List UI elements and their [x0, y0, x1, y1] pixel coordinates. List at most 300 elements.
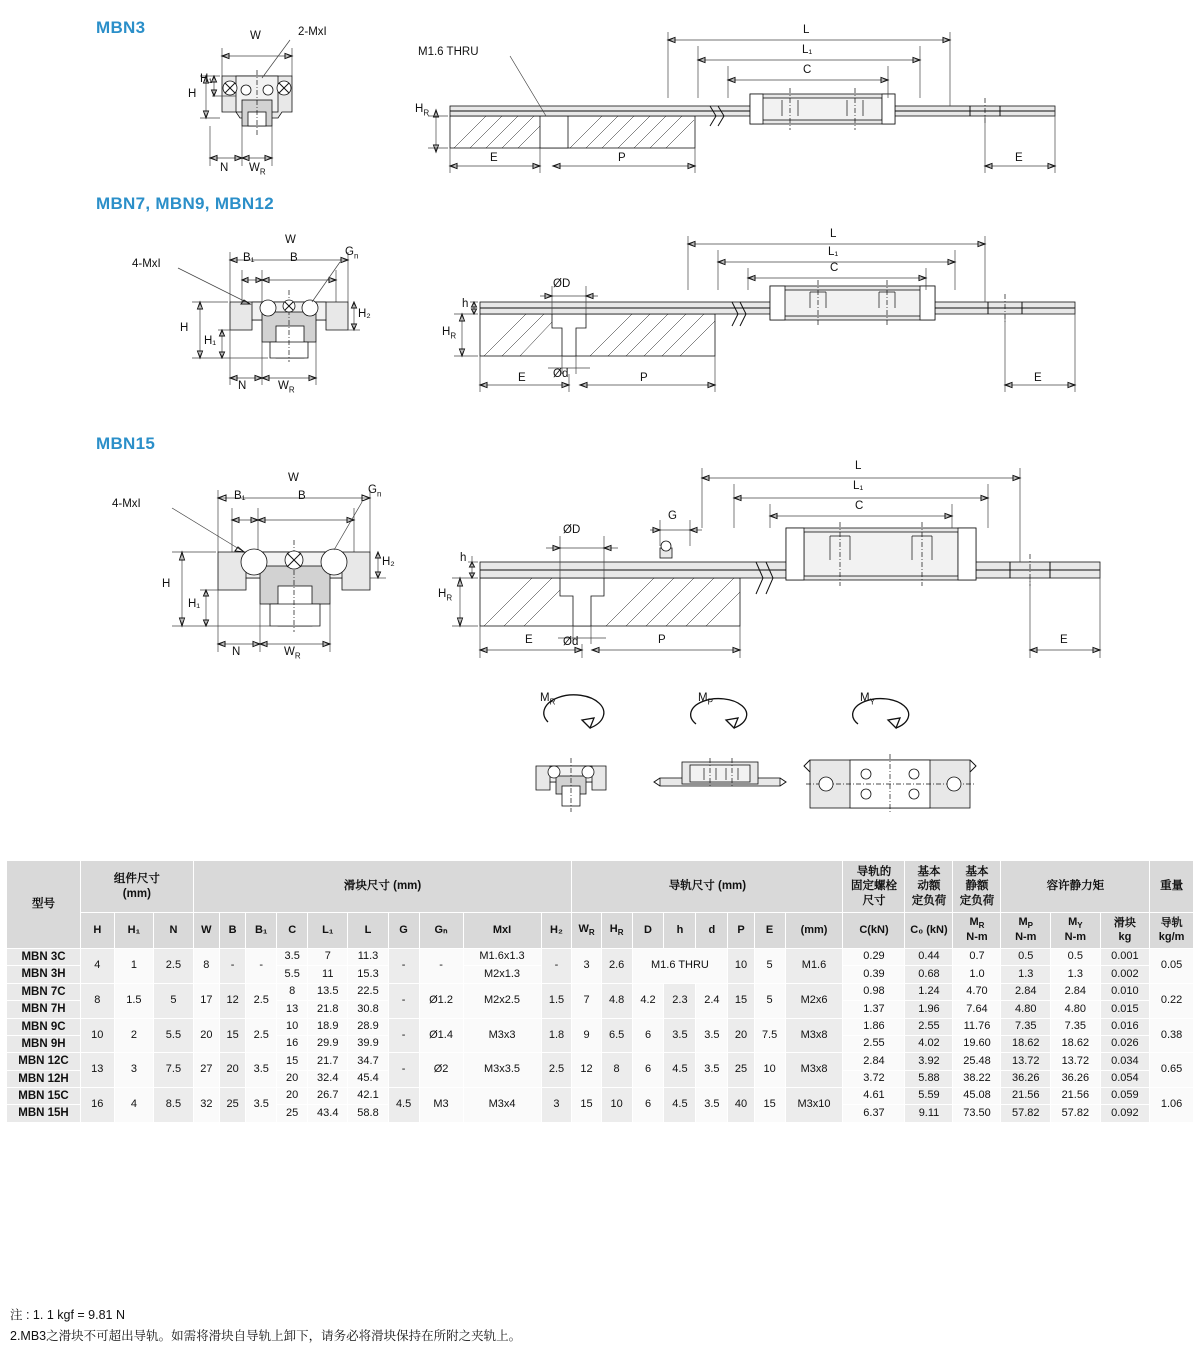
label-C-mbn7: C — [830, 262, 839, 274]
th-L: L — [348, 913, 388, 949]
cell-MP: 0.5 — [1001, 949, 1051, 966]
cell-d: 3.5 — [696, 1088, 728, 1123]
cell-MR: 0.7 — [953, 949, 1001, 966]
cell-C: 20 — [277, 1070, 308, 1087]
th-MxI: MxI — [463, 913, 541, 949]
th-h: h — [664, 913, 696, 949]
cell-C0-kn: 0.44 — [905, 949, 953, 966]
cell-MxI: M1.6x1.3 — [463, 949, 541, 966]
cell-C0-kn: 5.59 — [905, 1088, 953, 1105]
cell-rail-weight: 0.05 — [1150, 949, 1194, 984]
cell-MR: 4.70 — [953, 983, 1001, 1000]
label-Gn-mbn7: $G_n$ — [345, 246, 359, 261]
cell-H: 16 — [81, 1088, 115, 1123]
cell-d: 2.4 — [696, 983, 728, 1018]
cell-G: - — [388, 1018, 419, 1053]
label-H-mbn7: H — [180, 322, 189, 334]
th-model: 型号 — [7, 861, 81, 949]
cell-C-kn: 2.84 — [843, 1053, 905, 1070]
cell-model: MBN 3H — [7, 966, 81, 983]
cell-bolt: M3x10 — [785, 1088, 843, 1123]
cell-G: - — [388, 1053, 419, 1088]
th-static-load: 基本 静额 定负荷 — [953, 861, 1001, 913]
th-H1: H₁ — [114, 913, 154, 949]
label-MR: $M_R$ — [540, 692, 556, 707]
cell-block-weight: 0.010 — [1100, 983, 1150, 1000]
section-title-mbn3: MBN3 — [96, 18, 146, 37]
cell-MY: 1.3 — [1051, 966, 1101, 983]
cell-block-weight: 0.016 — [1100, 1018, 1150, 1035]
cell-D: M1.6 THRU — [632, 949, 728, 984]
cell-HR: 10 — [601, 1088, 632, 1123]
cell-C: 20 — [277, 1088, 308, 1105]
cell-C: 15 — [277, 1053, 308, 1070]
cell-P: 25 — [728, 1053, 754, 1088]
label-WR-mbn15: $W_R$ — [284, 646, 301, 661]
cell-W: 32 — [193, 1088, 219, 1123]
cell-Gn: - — [419, 949, 463, 984]
th-rail-weight: 导轨 kg/m — [1150, 913, 1194, 949]
cell-MY: 21.56 — [1051, 1088, 1101, 1105]
cell-MY: 7.35 — [1051, 1018, 1101, 1035]
cell-MxI: M3x3 — [463, 1018, 541, 1053]
cell-B1: 2.5 — [246, 983, 277, 1018]
th-L1: L₁ — [308, 913, 348, 949]
th-HR: $H_R$ — [601, 913, 632, 949]
cell-MP: 13.72 — [1001, 1053, 1051, 1070]
th-P: P — [728, 913, 754, 949]
th-block-weight: 滑块 kg — [1100, 913, 1150, 949]
cell-rail-weight: 0.22 — [1150, 983, 1194, 1018]
cell-W: 27 — [193, 1053, 219, 1088]
cell-B1: 2.5 — [246, 1018, 277, 1053]
cell-C: 5.5 — [277, 966, 308, 983]
cell-MP: 36.26 — [1001, 1070, 1051, 1087]
cell-L1: 11 — [308, 966, 348, 983]
label-D-mbn15: ØD — [563, 524, 581, 536]
cell-L1: 21.8 — [308, 1001, 348, 1018]
label-MY: $M_Y$ — [860, 692, 875, 707]
cell-MxI: M2x1.3 — [463, 966, 541, 983]
cell-E: 5 — [754, 983, 785, 1018]
mbn15-side-view-drawing — [440, 460, 1140, 660]
th-rail: 导轨尺寸 (mm) — [572, 861, 843, 913]
cell-W: 17 — [193, 983, 219, 1018]
footnote-1: 注 : 1. 1 kgf = 9.81 N — [10, 1308, 125, 1322]
th-moment: 容许静力矩 — [1001, 861, 1150, 913]
cell-E: 5 — [754, 949, 785, 984]
th-C-kn: C(kN) — [843, 913, 905, 949]
cell-N: 7.5 — [154, 1053, 194, 1088]
footnote-2: 2.MB3之滑块不可超出导轨。如需将滑块自导轨上卸下，请务必将滑块保持在所附之夹轨上。 — [10, 1329, 522, 1344]
cell-C0-kn: 1.96 — [905, 1001, 953, 1018]
cell-H2: 1.8 — [541, 1018, 572, 1053]
cell-B: - — [220, 949, 246, 984]
cell-L1: 43.4 — [308, 1105, 348, 1122]
cell-P: 10 — [728, 949, 754, 984]
cell-rail-weight: 1.06 — [1150, 1088, 1194, 1123]
th-MR: $M_R$ N-m — [953, 913, 1001, 949]
label-HR-mbn15: $H_R$ — [438, 588, 453, 603]
cell-model: MBN 15C — [7, 1088, 81, 1105]
label-H1-mbn3: H₁ — [200, 73, 213, 85]
label-WR-mbn7: $W_R$ — [278, 380, 295, 395]
cell-H1: 1.5 — [114, 983, 154, 1018]
label-B-mbn15: B — [298, 490, 306, 502]
cell-G: - — [388, 983, 419, 1018]
cell-H: 13 — [81, 1053, 115, 1088]
th-bolt-mm: (mm) — [785, 913, 843, 949]
label-B-mbn7: B — [290, 252, 298, 264]
cell-C-kn: 1.86 — [843, 1018, 905, 1035]
moment-diagrams — [510, 690, 1030, 835]
cell-C: 8 — [277, 983, 308, 1000]
label-L-mbn7: L — [830, 228, 837, 240]
th-WR: $W_R$ — [572, 913, 601, 949]
cell-N: 2.5 — [154, 949, 194, 984]
cell-H1: 4 — [114, 1088, 154, 1123]
th-dynamic-load: 基本 动额 定负荷 — [905, 861, 953, 913]
label-W-mbn3: W — [250, 30, 261, 42]
cell-MP: 21.56 — [1001, 1088, 1051, 1105]
cell-MY: 18.62 — [1051, 1035, 1101, 1052]
cell-W: 8 — [193, 949, 219, 984]
cell-H2: 1.5 — [541, 983, 572, 1018]
cell-MR: 73.50 — [953, 1105, 1001, 1122]
th-C: C — [277, 913, 308, 949]
label-H-mbn3: H — [188, 88, 197, 100]
cell-L1: 13.5 — [308, 983, 348, 1000]
cell-MY: 57.82 — [1051, 1105, 1101, 1122]
label-E-left-mbn3: E — [490, 152, 498, 164]
cell-L1: 32.4 — [308, 1070, 348, 1087]
cell-MP: 18.62 — [1001, 1035, 1051, 1052]
label-E-left-mbn7: E — [518, 372, 526, 384]
th-MY: $M_Y$ N-m — [1051, 913, 1101, 949]
cell-MP: 7.35 — [1001, 1018, 1051, 1035]
cell-H2: - — [541, 949, 572, 984]
cell-C: 10 — [277, 1018, 308, 1035]
th-G: G — [388, 913, 419, 949]
footnotes — [10, 1305, 521, 1348]
cell-MR: 1.0 — [953, 966, 1001, 983]
table-body — [7, 949, 1194, 1123]
cell-WR: 12 — [572, 1053, 601, 1088]
th-W: W — [193, 913, 219, 949]
cell-Gn: M3 — [419, 1088, 463, 1123]
cell-D: 6 — [632, 1088, 664, 1123]
label-L1-mbn7: L₁ — [828, 246, 839, 258]
label-E-right-mbn7: E — [1034, 372, 1042, 384]
cell-model: MBN 7H — [7, 1001, 81, 1018]
label-h-mbn15: h — [460, 552, 467, 564]
th-MP: $M_P$ N-m — [1001, 913, 1051, 949]
cell-rail-weight: 0.38 — [1150, 1018, 1194, 1053]
cell-H: 10 — [81, 1018, 115, 1053]
table-row — [7, 1018, 1194, 1035]
label-W-mbn15: W — [288, 472, 299, 484]
cell-C0-kn: 5.88 — [905, 1070, 953, 1087]
cell-MY: 0.5 — [1051, 949, 1101, 966]
cell-L1: 18.9 — [308, 1018, 348, 1035]
table-row — [7, 949, 1194, 966]
cell-C0-kn: 3.92 — [905, 1053, 953, 1070]
cell-bolt: M3x8 — [785, 1053, 843, 1088]
cell-block-weight: 0.002 — [1100, 966, 1150, 983]
th-assembly: 组件尺寸 (mm) — [81, 861, 194, 913]
cell-H2: 3 — [541, 1088, 572, 1123]
cell-L: 30.8 — [348, 1001, 388, 1018]
cell-B: 20 — [220, 1053, 246, 1088]
th-E: E — [754, 913, 785, 949]
cell-B: 25 — [220, 1088, 246, 1123]
label-WR-mbn3: $W_R$ — [249, 162, 266, 177]
cell-L: 39.9 — [348, 1035, 388, 1052]
cell-HR: 2.6 — [601, 949, 632, 984]
cell-L: 11.3 — [348, 949, 388, 966]
cell-model: MBN 9H — [7, 1035, 81, 1052]
label-E-right-mbn3: E — [1015, 152, 1023, 164]
th-Gn: Gₙ — [419, 913, 463, 949]
cell-C-kn: 0.98 — [843, 983, 905, 1000]
cell-L1: 7 — [308, 949, 348, 966]
cell-C-kn: 4.61 — [843, 1088, 905, 1105]
cell-B1: 3.5 — [246, 1088, 277, 1123]
cell-model: MBN 3C — [7, 949, 81, 966]
cell-C: 16 — [277, 1035, 308, 1052]
cell-MY: 36.26 — [1051, 1070, 1101, 1087]
cell-WR: 3 — [572, 949, 601, 984]
cell-Gn: Ø2 — [419, 1053, 463, 1088]
table-row — [7, 983, 1194, 1000]
cell-C-kn: 3.72 — [843, 1070, 905, 1087]
cell-block-weight: 0.034 — [1100, 1053, 1150, 1070]
cell-HR: 4.8 — [601, 983, 632, 1018]
th-bolt: 导轨的 固定螺栓 尺寸 — [843, 861, 905, 913]
th-d: d — [696, 913, 728, 949]
cell-MR: 19.60 — [953, 1035, 1001, 1052]
cell-h: 3.5 — [664, 1018, 696, 1053]
label-N-mbn15: N — [232, 646, 241, 658]
label-E-right-mbn15: E — [1060, 634, 1068, 646]
label-N-mbn7: N — [238, 380, 247, 392]
cell-C: 25 — [277, 1105, 308, 1122]
cell-D: 6 — [632, 1018, 664, 1053]
cell-C0-kn: 2.55 — [905, 1018, 953, 1035]
label-B1-mbn15: B₁ — [234, 490, 246, 502]
cell-MR: 7.64 — [953, 1001, 1001, 1018]
cell-L: 15.3 — [348, 966, 388, 983]
cell-MR: 38.22 — [953, 1070, 1001, 1087]
label-H1-mbn7: H₁ — [204, 335, 217, 347]
cell-W: 20 — [193, 1018, 219, 1053]
cell-D: 4.2 — [632, 983, 664, 1018]
cell-model: MBN 7C — [7, 983, 81, 1000]
label-H1-mbn15: H₁ — [188, 598, 201, 610]
label-HR-mbn7: $H_R$ — [442, 326, 457, 341]
label-Gn-mbn15: $G_n$ — [368, 484, 382, 499]
cell-MR: 11.76 — [953, 1018, 1001, 1035]
cell-MY: 4.80 — [1051, 1001, 1101, 1018]
label-d-mbn15: Ød — [563, 636, 579, 648]
cell-C0-kn: 9.11 — [905, 1105, 953, 1122]
th-B1: B₁ — [246, 913, 277, 949]
cell-C0-kn: 0.68 — [905, 966, 953, 983]
cell-HR: 6.5 — [601, 1018, 632, 1053]
cell-C: 13 — [277, 1001, 308, 1018]
label-W-mbn7: W — [285, 234, 296, 246]
cell-H1: 1 — [114, 949, 154, 984]
cell-d: 3.5 — [696, 1053, 728, 1088]
cell-E: 15 — [754, 1088, 785, 1123]
spec-table-wrapper — [6, 860, 1194, 1123]
cell-h: 2.3 — [664, 983, 696, 1018]
label-P-mbn3: P — [618, 152, 626, 164]
cell-L: 28.9 — [348, 1018, 388, 1035]
cell-L: 45.4 — [348, 1070, 388, 1087]
th-H2: H₂ — [541, 913, 572, 949]
cell-H1: 3 — [114, 1053, 154, 1088]
cell-P: 40 — [728, 1088, 754, 1123]
cell-C: 3.5 — [277, 949, 308, 966]
cell-C-kn: 0.29 — [843, 949, 905, 966]
cell-WR: 9 — [572, 1018, 601, 1053]
label-P-mbn15: P — [658, 634, 666, 646]
cell-bolt: M1.6 — [785, 949, 843, 984]
table-header-cols — [7, 913, 1194, 949]
label-MP: $M_P$ — [698, 692, 713, 707]
label-H2-mbn15: H₂ — [382, 556, 395, 568]
th-weight: 重量 — [1150, 861, 1194, 913]
cell-MP: 1.3 — [1001, 966, 1051, 983]
cell-E: 7.5 — [754, 1018, 785, 1053]
mbn15-cross-section-drawing — [112, 470, 400, 661]
label-4mxl-mbn7: 4-MxI — [132, 258, 161, 270]
cell-MP: 2.84 — [1001, 983, 1051, 1000]
cell-block-weight: 0.092 — [1100, 1105, 1150, 1122]
label-H-mbn15: H — [162, 578, 171, 590]
label-G-mbn15: G — [668, 510, 677, 522]
label-m16thru: M1.6 THRU — [418, 46, 479, 58]
cell-WR: 15 — [572, 1088, 601, 1123]
cell-rail-weight: 0.65 — [1150, 1053, 1194, 1088]
label-H2-mbn7: H₂ — [358, 308, 371, 320]
cell-B: 12 — [220, 983, 246, 1018]
mbn3-cross-section-drawing — [170, 18, 360, 177]
cell-H: 4 — [81, 949, 115, 984]
cell-C0-kn: 1.24 — [905, 983, 953, 1000]
cell-G: 4.5 — [388, 1088, 419, 1123]
th-block: 滑块尺寸 (mm) — [193, 861, 572, 913]
cell-MxI: M3x4 — [463, 1088, 541, 1123]
cell-B1: - — [246, 949, 277, 984]
cell-L: 22.5 — [348, 983, 388, 1000]
mbn3-side-view-drawing — [410, 18, 1100, 173]
cell-model: MBN 9C — [7, 1018, 81, 1035]
table-header-groups — [7, 861, 1194, 913]
label-h-mbn7: h — [462, 298, 469, 310]
th-B: B — [220, 913, 246, 949]
cell-B1: 3.5 — [246, 1053, 277, 1088]
cell-C-kn: 1.37 — [843, 1001, 905, 1018]
label-d-mbn7: Ød — [553, 368, 569, 380]
cell-block-weight: 0.015 — [1100, 1001, 1150, 1018]
cell-L: 42.1 — [348, 1088, 388, 1105]
label-4mxl-mbn15: 4-MxI — [112, 498, 141, 510]
mbn7-side-view-drawing — [440, 230, 1110, 395]
cell-L: 34.7 — [348, 1053, 388, 1070]
cell-E: 10 — [754, 1053, 785, 1088]
cell-C-kn: 6.37 — [843, 1105, 905, 1122]
label-L-mbn15: L — [855, 460, 862, 472]
cell-N: 5 — [154, 983, 194, 1018]
cell-P: 20 — [728, 1018, 754, 1053]
cell-block-weight: 0.054 — [1100, 1070, 1150, 1087]
cell-MY: 2.84 — [1051, 983, 1101, 1000]
cell-block-weight: 0.059 — [1100, 1088, 1150, 1105]
cell-C0-kn: 4.02 — [905, 1035, 953, 1052]
cell-C-kn: 2.55 — [843, 1035, 905, 1052]
cell-MxI: M2x2.5 — [463, 983, 541, 1018]
label-2mxl-mbn3: 2-MxI — [298, 26, 327, 38]
cell-MP: 57.82 — [1001, 1105, 1051, 1122]
cell-MR: 45.08 — [953, 1088, 1001, 1105]
cell-H: 8 — [81, 983, 115, 1018]
cell-block-weight: 0.001 — [1100, 949, 1150, 966]
cell-model: MBN 15H — [7, 1105, 81, 1122]
cell-MY: 13.72 — [1051, 1053, 1101, 1070]
label-L1-mbn3: L₁ — [802, 44, 813, 56]
cell-D: 6 — [632, 1053, 664, 1088]
th-N: N — [154, 913, 194, 949]
cell-MR: 25.48 — [953, 1053, 1001, 1070]
cell-L: 58.8 — [348, 1105, 388, 1122]
label-N-mbn3: N — [220, 162, 229, 174]
label-D-mbn7: ØD — [553, 278, 571, 290]
cell-L1: 21.7 — [308, 1053, 348, 1070]
label-L-mbn3: L — [803, 24, 810, 36]
cell-H1: 2 — [114, 1018, 154, 1053]
th-C0-kn: C₀ (kN) — [905, 913, 953, 949]
label-HR-mbn3: $H_R$ — [415, 103, 430, 118]
cell-MxI: M3x3.5 — [463, 1053, 541, 1088]
label-L1-mbn15: L₁ — [853, 480, 864, 492]
cell-Gn: Ø1.2 — [419, 983, 463, 1018]
spec-table — [6, 860, 1194, 1123]
table-row — [7, 1088, 1194, 1105]
cell-h: 4.5 — [664, 1053, 696, 1088]
label-E-left-mbn15: E — [525, 634, 533, 646]
cell-P: 15 — [728, 983, 754, 1018]
cell-model: MBN 12C — [7, 1053, 81, 1070]
label-C-mbn15: C — [855, 500, 864, 512]
cell-C-kn: 0.39 — [843, 966, 905, 983]
cell-h: 4.5 — [664, 1088, 696, 1123]
label-P-mbn7: P — [640, 372, 648, 384]
cell-B: 15 — [220, 1018, 246, 1053]
cell-N: 8.5 — [154, 1088, 194, 1123]
cell-block-weight: 0.026 — [1100, 1035, 1150, 1052]
section-title-mbn15: MBN15 — [96, 434, 156, 453]
cell-bolt: M3x8 — [785, 1018, 843, 1053]
cell-WR: 7 — [572, 983, 601, 1018]
cell-H2: 2.5 — [541, 1053, 572, 1088]
cell-model: MBN 12H — [7, 1070, 81, 1087]
mbn7-cross-section-drawing — [130, 230, 370, 395]
label-B1-mbn7: B₁ — [243, 252, 255, 264]
label-C-mbn3: C — [803, 64, 812, 76]
table-row — [7, 1053, 1194, 1070]
